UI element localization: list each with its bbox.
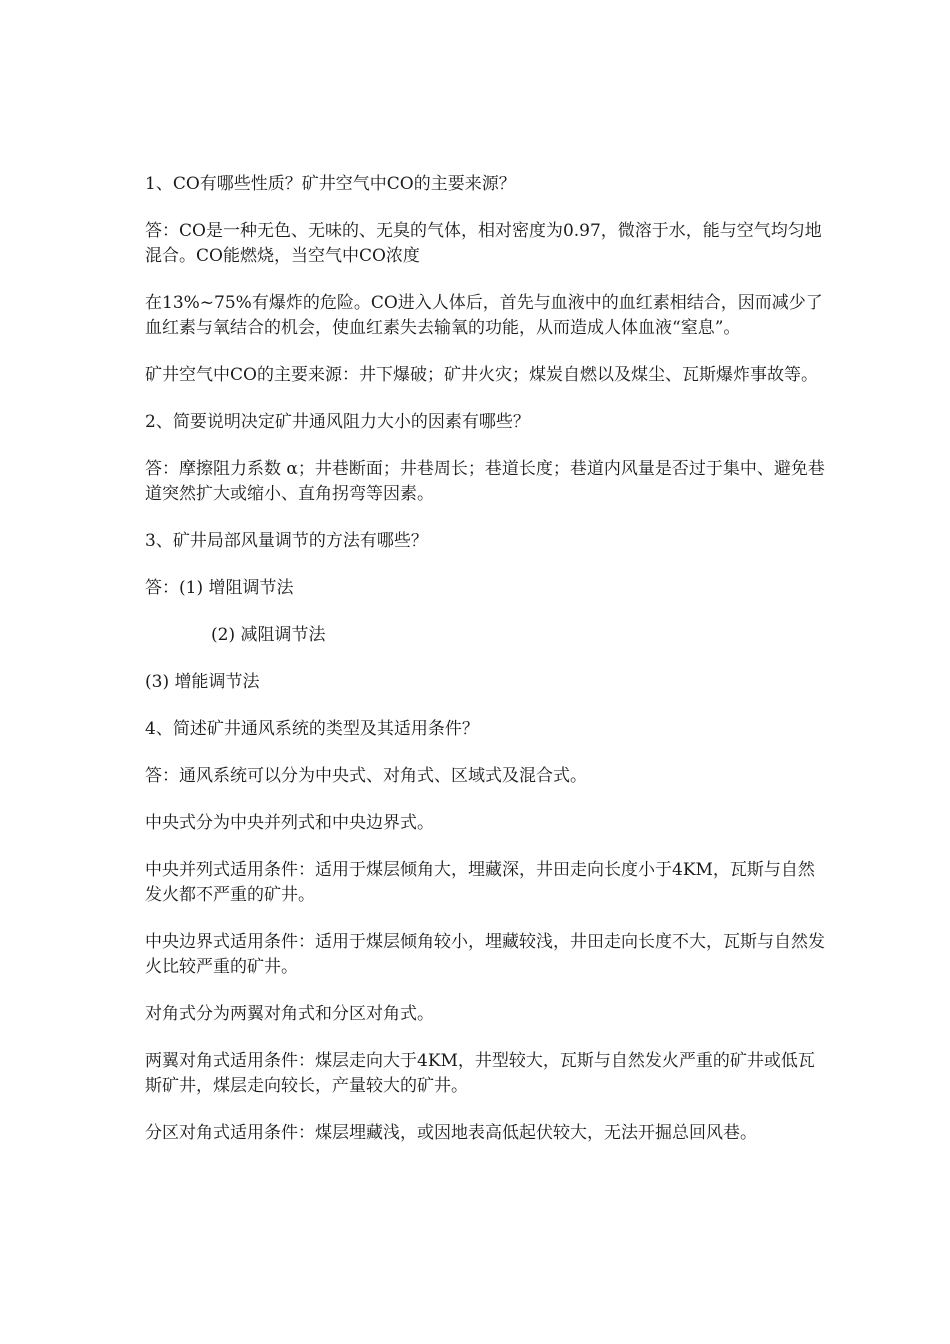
answer-4-two-wing-diagonal: 两翼对角式适用条件：煤层走向大于4KM，井型较大，瓦斯与自然发火严重的矿井或低瓦斯矿井，煤层走向较长，产量较大的矿井。 [145, 1051, 815, 1096]
question-3: 3、矿井局部风量调节的方法有哪些？ [145, 531, 428, 551]
answer-4-central: 中央式分为中央并列式和中央边界式。 [145, 813, 434, 833]
answer-2: 答：摩擦阻力系数 α；井巷断面；井巷周长；巷道长度；巷道内风量是否过于集中、避免巷道突然扩大或缩小、直角拐弯等因素。 [145, 459, 825, 504]
question-2: 2、简要说明决定矿井通风阻力大小的因素有哪些？ [145, 412, 530, 432]
answer-3-item-3: (3) 增能调节法 [145, 672, 260, 692]
answer-3-item-2: (2) 减阻调节法 [211, 625, 326, 645]
question-1: 1、CO有哪些性质？矿井空气中CO的主要来源？ [145, 174, 516, 194]
question-4: 4、简述矿井通风系统的类型及其适用条件？ [145, 719, 479, 739]
document-page [145, 172, 825, 1168]
answer-1-part-3: 矿井空气中CO的主要来源：井下爆破；矿井火灾；煤炭自燃以及煤尘、瓦斯爆炸事故等。 [145, 365, 818, 385]
answer-4-central-boundary: 中央边界式适用条件：适用于煤层倾角较小，埋藏较浅，井田走向长度不大，瓦斯与自然发火比较严重的矿井。 [145, 932, 825, 977]
answer-4-diagonal: 对角式分为两翼对角式和分区对角式。 [145, 1004, 434, 1024]
answer-4-zoned-diagonal: 分区对角式适用条件：煤层埋藏浅，或因地表高低起伏较大，无法开掘总回风巷。 [145, 1123, 757, 1143]
answer-1-part-2: 在13%~75%有爆炸的危险。CO进入人体后，首先与血液中的血红素相结合，因而减少了血红素与氧结合的机会，使血红素失去输氧的功能，从而造成人体血液“窒息”。 [145, 293, 823, 338]
answer-4-intro: 答：通风系统可以分为中央式、对角式、区域式及混合式。 [145, 766, 587, 786]
answer-1-part-1: 答：CO是一种无色、无味的、无臭的气体，相对密度为0.97，微溶于水，能与空气均匀地混合。CO能燃烧，当空气中CO浓度 [145, 221, 822, 266]
answer-3-item-1: 答：(1) 增阻调节法 [145, 578, 294, 598]
answer-4-central-parallel: 中央并列式适用条件：适用于煤层倾角大，埋藏深，井田走向长度小于4KM，瓦斯与自然发火都不严重的矿井。 [145, 860, 815, 905]
